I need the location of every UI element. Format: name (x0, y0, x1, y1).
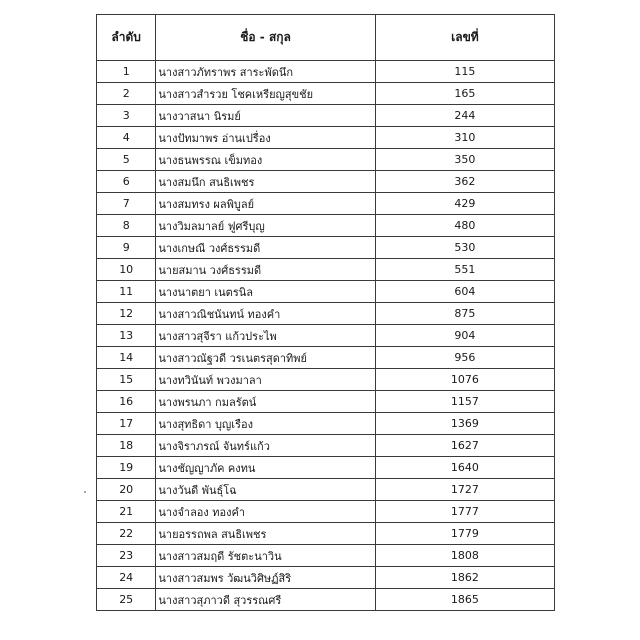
row-number-cell: 875 (375, 303, 554, 325)
row-name-cell: นางเกษณี วงศ์ธรรมดี (156, 237, 375, 259)
row-number-cell: 480 (375, 215, 554, 237)
row-name-cell: นางสุทธิดา บุญเรือง (156, 413, 375, 435)
row-number-cell: 1727 (375, 479, 554, 501)
table-row (97, 325, 555, 347)
row-name-cell: นางสมทรง ผลพิบูลย์ (156, 193, 375, 215)
row-number-cell: 551 (375, 259, 554, 281)
table-row (97, 545, 555, 567)
row-order-cell: 3 (97, 105, 156, 127)
row-order-cell: 24 (97, 567, 156, 589)
row-order-cell: 22 (97, 523, 156, 545)
row-order-cell: 14 (97, 347, 156, 369)
row-order-cell: 10 (97, 259, 156, 281)
row-order-cell: 8 (97, 215, 156, 237)
scan-speck (84, 491, 86, 493)
row-number-cell: 1808 (375, 545, 554, 567)
table-row (97, 391, 555, 413)
row-name-cell: นางทวินันท์ พวงมาลา (156, 369, 375, 391)
row-number-cell: 1627 (375, 435, 554, 457)
row-order-cell: 2 (97, 83, 156, 105)
row-number-cell: 1862 (375, 567, 554, 589)
row-number-cell: 1640 (375, 457, 554, 479)
row-order-cell: 18 (97, 435, 156, 457)
row-order-cell: 4 (97, 127, 156, 149)
row-number-cell: 1865 (375, 589, 554, 611)
row-number-cell: 1369 (375, 413, 554, 435)
name-list-table (96, 14, 555, 611)
row-order-cell: 1 (97, 61, 156, 83)
row-number-cell: 904 (375, 325, 554, 347)
row-name-cell: นางปัทมาพร อ่านเปรื่อง (156, 127, 375, 149)
table-row (97, 237, 555, 259)
row-order-cell: 5 (97, 149, 156, 171)
row-number-cell: 1076 (375, 369, 554, 391)
row-order-cell: 13 (97, 325, 156, 347)
row-name-cell: นางวาสนา นิรมย์ (156, 105, 375, 127)
table-row (97, 523, 555, 545)
table-row (97, 413, 555, 435)
table-body (97, 61, 555, 611)
row-name-cell: นางชัญญาภัค คงทน (156, 457, 375, 479)
row-number-cell: 1777 (375, 501, 554, 523)
table-row (97, 435, 555, 457)
row-name-cell: นางสาวภัทราพร สาระพัดนึก (156, 61, 375, 83)
row-name-cell: นางพรนภา กมลรัตน์ (156, 391, 375, 413)
row-order-cell: 20 (97, 479, 156, 501)
row-name-cell: นางสาวสุจีรา แก้วประไพ (156, 325, 375, 347)
row-number-cell: 429 (375, 193, 554, 215)
row-number-cell: 604 (375, 281, 554, 303)
row-name-cell: นางนาตยา เนตรนิล (156, 281, 375, 303)
row-name-cell: นางสมนึก สนธิเพชร (156, 171, 375, 193)
row-name-cell: นางวันดี พันธุ์โฉ (156, 479, 375, 501)
table-row (97, 61, 555, 83)
table-row (97, 501, 555, 523)
row-order-cell: 9 (97, 237, 156, 259)
row-number-cell: 244 (375, 105, 554, 127)
row-order-cell: 16 (97, 391, 156, 413)
row-order-cell: 12 (97, 303, 156, 325)
row-name-cell: นางสาวสำรวย โชคเหรียญสุขชัย (156, 83, 375, 105)
row-name-cell: นางวิมลมาลย์ ฟูศรีบุญ (156, 215, 375, 237)
row-order-cell: 25 (97, 589, 156, 611)
table-row (97, 369, 555, 391)
row-number-cell: 350 (375, 149, 554, 171)
row-order-cell: 7 (97, 193, 156, 215)
table-header (97, 15, 555, 61)
row-number-cell: 530 (375, 237, 554, 259)
row-number-cell: 956 (375, 347, 554, 369)
row-name-cell: นางจำลอง ทองคำ (156, 501, 375, 523)
row-number-cell: 1779 (375, 523, 554, 545)
row-order-cell: 23 (97, 545, 156, 567)
table-row (97, 303, 555, 325)
table-row (97, 193, 555, 215)
header-number: เลขที่ (375, 15, 554, 61)
table-row (97, 127, 555, 149)
table-row (97, 457, 555, 479)
table-row (97, 215, 555, 237)
table-row (97, 347, 555, 369)
table-row (97, 479, 555, 501)
row-number-cell: 310 (375, 127, 554, 149)
row-name-cell: นางสาวณิชนันทน์ ทองคำ (156, 303, 375, 325)
table-row (97, 149, 555, 171)
table-row (97, 259, 555, 281)
row-order-cell: 21 (97, 501, 156, 523)
header-row (97, 15, 555, 61)
table-row (97, 567, 555, 589)
row-number-cell: 115 (375, 61, 554, 83)
table-row (97, 105, 555, 127)
table-row (97, 589, 555, 611)
row-number-cell: 1157 (375, 391, 554, 413)
row-name-cell: นายสมาน วงศ์ธรรมดี (156, 259, 375, 281)
table-row (97, 171, 555, 193)
row-order-cell: 11 (97, 281, 156, 303)
row-name-cell: นางสาวณัฐวดี วรเนตรสุดาทิพย์ (156, 347, 375, 369)
row-order-cell: 6 (97, 171, 156, 193)
table-row (97, 281, 555, 303)
row-name-cell: นางสาวสมพร วัฒนวิศิษฏ์สิริ (156, 567, 375, 589)
row-name-cell: นายอรรถพล สนธิเพชร (156, 523, 375, 545)
row-number-cell: 362 (375, 171, 554, 193)
row-order-cell: 17 (97, 413, 156, 435)
row-name-cell: นางสาวสมฤดี รัชตะนาวิน (156, 545, 375, 567)
header-full-name: ชื่อ - สกุล (156, 15, 375, 61)
row-number-cell: 165 (375, 83, 554, 105)
row-name-cell: นางธนพรรณ เข็มทอง (156, 149, 375, 171)
row-order-cell: 15 (97, 369, 156, 391)
row-name-cell: นางสาวสุภาวดี สุวรรณศรี (156, 589, 375, 611)
row-order-cell: 19 (97, 457, 156, 479)
header-order: ลำดับ (97, 15, 156, 61)
table-row (97, 83, 555, 105)
row-name-cell: นางจิราภรณ์ จันทร์แก้ว (156, 435, 375, 457)
